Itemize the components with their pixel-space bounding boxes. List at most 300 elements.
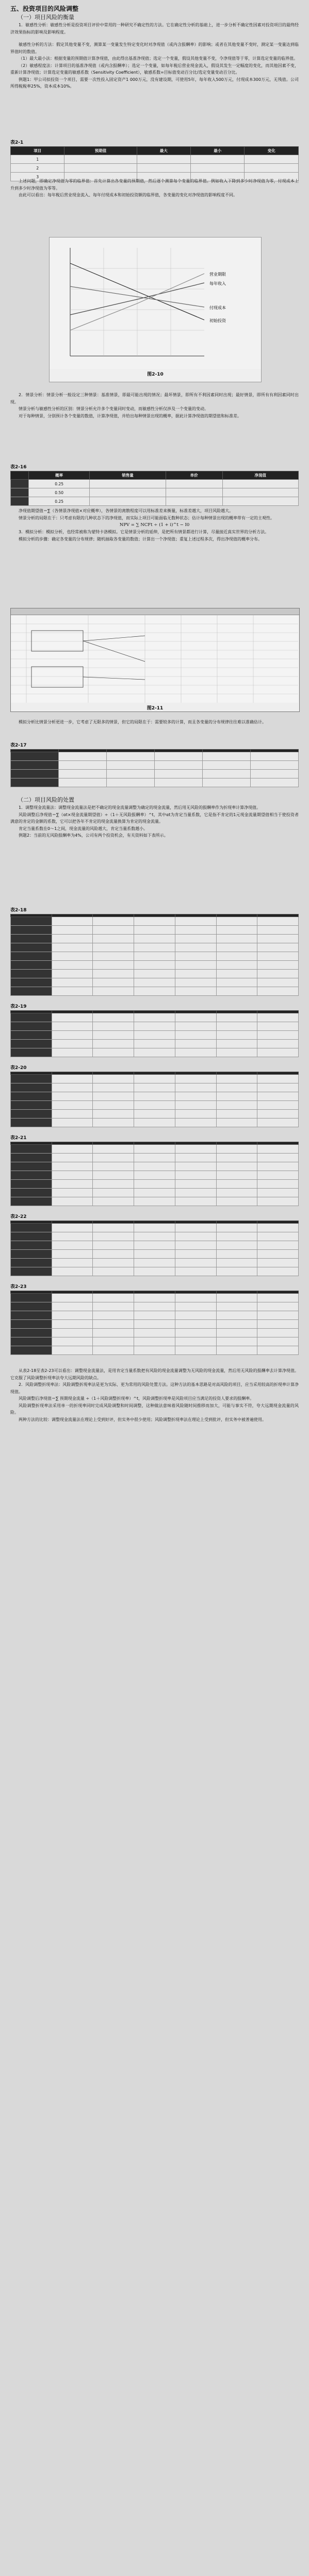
table-label: 表2-1: [10, 140, 24, 145]
table-cell: [175, 987, 216, 996]
table-cell: [191, 155, 245, 164]
table-row: [11, 1040, 299, 1048]
table-cell: [134, 952, 175, 961]
table-cell: [257, 1013, 299, 1022]
table-cell: [11, 1092, 52, 1101]
table-cell: [52, 1267, 93, 1276]
table-cell: [216, 1232, 257, 1241]
grid-table: [10, 907, 299, 996]
table-cell: [52, 1259, 93, 1267]
table-row: [11, 952, 299, 961]
table-row: [11, 970, 299, 978]
table-label: 表2-19: [10, 1004, 27, 1009]
table-label: 表2-21: [10, 1136, 27, 1141]
table-row: [11, 935, 299, 943]
table-row: [11, 1197, 299, 1206]
table-cell: [257, 1171, 299, 1180]
table-cell: [216, 1302, 257, 1311]
table-cell: [216, 1083, 257, 1092]
table-cell: [134, 1346, 175, 1355]
table-cell: [52, 1294, 93, 1302]
table-cell: [257, 1337, 299, 1346]
table-row: [11, 1224, 299, 1232]
table-row: [11, 1154, 299, 1162]
table-cell: [175, 1171, 216, 1180]
table-cell: [175, 1083, 216, 1092]
table-cell: [93, 1337, 134, 1346]
table-1: [10, 139, 299, 181]
table-cell: [134, 1110, 175, 1118]
table-cell: [257, 1145, 299, 1154]
table-cell: [257, 987, 299, 996]
table-cell: [93, 1180, 134, 1189]
table-cell: [134, 926, 175, 935]
table-cell: [134, 1048, 175, 1057]
table-cell: [11, 1346, 52, 1355]
table-header: 销售量: [90, 471, 166, 480]
table-cell: [11, 1337, 52, 1346]
data-table: [10, 471, 299, 506]
table-cell: [175, 1040, 216, 1048]
table-cell: [11, 987, 52, 996]
table-cell: [134, 1154, 175, 1162]
table-cell: [52, 1329, 93, 1337]
sensitivity-chart-svg: [50, 238, 261, 369]
table-cell: [175, 1013, 216, 1022]
table-cell: [191, 164, 245, 173]
table-cell: [216, 926, 257, 935]
table-row: [11, 1162, 299, 1171]
table-cell: [134, 1302, 175, 1311]
table-cell: [93, 935, 134, 943]
table-cell: [134, 1171, 175, 1180]
table-row: [11, 1311, 299, 1320]
table-cell: [52, 1110, 93, 1118]
table-cell: [216, 1013, 257, 1022]
table-cell: [11, 1048, 52, 1057]
paragraph: 净现值期望值＝∑（各情景净现值×对应概率），各情景的离散程度可以用标准差来衡量，标准差越大，项目风险越大。: [19, 509, 234, 513]
table-cell: [175, 1346, 216, 1355]
figure-caption: 图2-10: [147, 372, 164, 377]
table-cell: [216, 1145, 257, 1154]
npv-formula: NPV = ∑ NCFt ÷ (1 + i)^t − I0: [119, 522, 190, 528]
table-cell: [175, 1267, 216, 1276]
table-cell: 0.50: [28, 488, 89, 497]
table-cell: [134, 1013, 175, 1022]
table-cell: [52, 1154, 93, 1162]
table-cell: [93, 917, 134, 926]
table-cell: [11, 935, 52, 943]
table-cell: [175, 1110, 216, 1118]
table-cell: [216, 1092, 257, 1101]
table-cell: [257, 1320, 299, 1329]
table-cell: [93, 1302, 134, 1311]
table-cell: [11, 1259, 52, 1267]
data-table: [10, 914, 299, 996]
table-cell: [64, 155, 137, 164]
table-cell: [175, 1250, 216, 1259]
data-table: [10, 146, 299, 181]
table-cell: [52, 1346, 93, 1355]
table-cell: [257, 1180, 299, 1189]
table-cell: [93, 961, 134, 970]
table-row: [11, 770, 299, 778]
paragraph: 肯定当量系数在0～1之间，现金流量的风险越大，肯定当量系数越小。: [19, 826, 148, 831]
table-cell: [216, 1031, 257, 1040]
table-cell: [216, 1075, 257, 1083]
table-cell: [216, 1337, 257, 1346]
section-header: [10, 4, 299, 36]
table-cell: [134, 917, 175, 926]
table-cell: [216, 1311, 257, 1320]
table-cell: [11, 1294, 52, 1302]
table-cell: [11, 1040, 52, 1048]
table-cell: 1: [11, 155, 64, 164]
table-cell: [245, 164, 299, 173]
paragraph: （1）最大最小法：根据变量的预期值计算净现值，由此得出基准净现值；选定一个变量，假设其他变量不变，令净现值等于零，计算选定变量的临界值。: [19, 56, 298, 61]
table-cell: [134, 1259, 175, 1267]
table-cell: [93, 1171, 134, 1180]
table-cell: [216, 1329, 257, 1337]
table-row: [11, 1180, 299, 1189]
table-cell: [175, 1224, 216, 1232]
table-cell: [257, 1162, 299, 1171]
table-cell: [52, 1013, 93, 1022]
table-cell: [93, 1189, 134, 1197]
chart-background: [50, 238, 261, 369]
table-cell: [134, 1118, 175, 1127]
table-cell: [11, 1013, 52, 1022]
table-cell: [257, 1329, 299, 1337]
table-cell: [216, 1294, 257, 1302]
table-cell: [216, 1259, 257, 1267]
table-row: [11, 164, 299, 173]
table-cell: [216, 1189, 257, 1197]
table-row: [11, 1171, 299, 1180]
paragraph: 风险调整后净现值＝∑（αt×现金流量期望值）÷（1＋无风险报酬率）^t，其中αt为肯定当量系数，它是指不肯定的1元现金流量期望值相当于使投资者满意的肯定的金额的系数，它可以把各年不肯定的现金流量换算为肯定的现金流量。: [10, 812, 299, 824]
table-cell: [52, 1048, 93, 1057]
paragraph: 2．风险调整折现率法：风险调整折现率法是更为实际、更为常用的风险处置方法。这种方法的基本思路是对高风险的项目，应当采用较高的折现率计算净现值。: [10, 1382, 299, 1394]
table-row: [11, 1250, 299, 1259]
table-cell: [257, 943, 299, 952]
paragraph: 例题1：甲公司拟投资一个项目，需要一次性投入固定资产1 000万元，没有建设期，可使用5年，每年收入500万元，付现成本300万元，无残值。公司所得税税率25%，资本成本10%。: [10, 77, 299, 89]
table-cell: [134, 987, 175, 996]
table-cell: [93, 1329, 134, 1337]
table-cell: [52, 1118, 93, 1127]
table-cell: [11, 926, 52, 935]
table-cell: [175, 1294, 216, 1302]
table-cell: [52, 943, 93, 952]
table-cell: [11, 1241, 52, 1250]
table-cell: [257, 1048, 299, 1057]
table-cell: [11, 1180, 52, 1189]
table-cell: [175, 1197, 216, 1206]
table-cell: [93, 1267, 134, 1276]
table-cell: [175, 935, 216, 943]
section-2: [10, 796, 299, 839]
table-cell: [52, 1337, 93, 1346]
paragraph: 1．敏感性分析：敏感性分析是投资项目评价中常用的一种研究不确定性的方法。它在确定性分析的基础上，进一步分析不确定性因素对投资项目的最终经济效果指标的影响及影响程度。: [10, 23, 299, 35]
table-cell: [134, 1337, 175, 1346]
table-cell: [175, 1075, 216, 1083]
table-cell: [52, 1031, 93, 1040]
table-cell: [257, 1197, 299, 1206]
table-cell: [52, 1302, 93, 1311]
table-cell: [52, 1075, 93, 1083]
table-cell: [134, 1092, 175, 1101]
data-table: [10, 1072, 299, 1127]
table-header: 预期值: [64, 147, 137, 155]
table-cell: [216, 943, 257, 952]
table-label: 表2-20: [10, 1065, 27, 1071]
table-cell: [257, 1259, 299, 1267]
table-cell: [52, 1022, 93, 1031]
table-label: 表2-16: [10, 465, 27, 470]
table-row: [11, 1294, 299, 1302]
table-cell: [257, 1346, 299, 1355]
table-cell: [93, 1154, 134, 1162]
table-cell: [11, 1171, 52, 1180]
table-cell: [93, 987, 134, 996]
table-cell: [175, 1092, 216, 1101]
table-cell: [11, 1154, 52, 1162]
table-cell: [257, 1302, 299, 1311]
table-cell: [11, 978, 52, 987]
table-header: 净现值: [222, 471, 298, 480]
table-row: [11, 987, 299, 996]
spreadsheet-toolbar: [11, 608, 299, 615]
table-cell: [93, 978, 134, 987]
table-cell: [175, 1154, 216, 1162]
paragraph: 3．模拟分析：模拟分析，也经常被称为蒙特卡洛模拟。它是情景分析的延伸，是把所有情景都进行计算，尽量接近真实世界的分析方法。: [19, 530, 269, 534]
table-cell: [11, 1311, 52, 1320]
table-row: [11, 497, 299, 506]
table-cell: [11, 1022, 52, 1031]
table-cell: [52, 926, 93, 935]
table-cell: [11, 1224, 52, 1232]
table-cell: [175, 1232, 216, 1241]
table-cell: [134, 1083, 175, 1092]
table-cell: [64, 164, 137, 173]
table-row: [11, 1241, 299, 1250]
table-cell: [166, 497, 222, 506]
table-cell: [257, 1311, 299, 1320]
table-cell: [52, 1241, 93, 1250]
grid-table: [10, 1064, 299, 1127]
data-table: [10, 1291, 299, 1355]
paragraph: 风险调整折现率法采用单一的折现率同时完成风险调整和时间调整，这种做法意味着风险随时间推移而加大，可能与事实不符，夸大远期现金流量的风险。: [10, 1403, 299, 1415]
table-cell: [52, 1083, 93, 1092]
table-cell: 0.25: [28, 480, 89, 488]
table-cell: [52, 978, 93, 987]
table-cell: [93, 1092, 134, 1101]
table-cell: [216, 1048, 257, 1057]
table-cell: [52, 1040, 93, 1048]
table-cell: [11, 961, 52, 970]
table-cell: [52, 952, 93, 961]
text-block: [10, 178, 299, 199]
table-header: 最大: [137, 147, 190, 155]
table-cell: [134, 1162, 175, 1171]
table-cell: [175, 1048, 216, 1057]
table-row: [11, 155, 299, 164]
table-cell: [11, 1101, 52, 1110]
paragraph: 模拟分析比情景分析更进一步，它考虑了无限多的情景，但它的局限在于：需要较多的计算，而且各变量的分布规律往往难以准确估计。: [19, 720, 266, 724]
spreadsheet-grid: [11, 615, 298, 703]
table-cell: [93, 1048, 134, 1057]
table-row: [11, 961, 299, 970]
table-cell: [175, 961, 216, 970]
table-cell: [216, 1154, 257, 1162]
table-cell: [52, 1250, 93, 1259]
table-cell: [216, 970, 257, 978]
table-row: [11, 1083, 299, 1092]
table-cell: [52, 987, 93, 996]
table-cell: [175, 1189, 216, 1197]
table-cell: [257, 1118, 299, 1127]
table-cell: [52, 1145, 93, 1154]
table-cell: [52, 935, 93, 943]
table-cell: [93, 970, 134, 978]
table-cell: [257, 1083, 299, 1092]
table-header: [11, 471, 29, 480]
table-cell: [216, 1162, 257, 1171]
table-cell: [52, 1189, 93, 1197]
table-header: 变化: [245, 147, 299, 155]
table-row: [11, 752, 299, 761]
table-cell: [11, 1250, 52, 1259]
table-cell: [257, 1031, 299, 1040]
table-cell: [93, 1197, 134, 1206]
table-cell: [175, 1145, 216, 1154]
table-cell: [175, 1162, 216, 1171]
table-cell: [11, 1031, 52, 1040]
table-cell: [52, 1162, 93, 1171]
table-cell: [52, 970, 93, 978]
table-cell: [222, 480, 298, 488]
table-row: [11, 1075, 299, 1083]
table-cell: [175, 1311, 216, 1320]
table-cell: [93, 1241, 134, 1250]
table-cell: 3: [11, 173, 64, 181]
paragraph: 上述问题，即确定净现值为零的临界值：首先计算出各变量的预期值，然后逐个测算每个变量的临界值。例如收入下降到多少时净现值为零，付现成本上升到多少时净现值为零等。: [10, 179, 299, 191]
table-cell: [216, 1118, 257, 1127]
paragraph: 风险调整后净现值＝∑ 预期现金流量 ÷（1＋风险调整折现率）^t，风险调整折现率是风险项目应当满足的投资人要求的报酬率。: [19, 1396, 254, 1401]
table-cell: [52, 1197, 93, 1206]
table-row: [11, 978, 299, 987]
data-table: [10, 1010, 299, 1057]
table-cell: [11, 488, 29, 497]
table-cell: [134, 1189, 175, 1197]
table-cell: [93, 1031, 134, 1040]
table-cell: [216, 1320, 257, 1329]
table-cell: [134, 970, 175, 978]
table-cell: [257, 935, 299, 943]
grid-table: [10, 1003, 299, 1057]
table-cell: [216, 1110, 257, 1118]
table-cell: [175, 1302, 216, 1311]
table-cell: [257, 952, 299, 961]
figure-caption: 图2-11: [147, 706, 164, 711]
table-row: [11, 488, 299, 497]
table-cell: [257, 926, 299, 935]
paragraph: 2．情景分析：情景分析一般设定三种情景：基准情景，即最可能出现的情况；最坏情景，即所有不利因素同时出现；最好情景，即所有有利因素同时出现。: [10, 393, 299, 404]
table-cell: [257, 1189, 299, 1197]
paragraph: 1．调整现金流量法：调整现金流量法是把不确定的现金流量调整为确定的现金流量，然后用无风险的报酬率作为折现率计算净现值。: [19, 805, 261, 810]
paragraph: 模拟分析的步骤：确定各变量的分布规律；随机抽取各变量的数值；计算出一个净现值；重复上述过程多次，得出净现值的概率分布。: [19, 536, 262, 541]
table-row: [11, 1320, 299, 1329]
table-cell: [11, 1110, 52, 1118]
table-cell: [175, 1320, 216, 1329]
table-cell: [175, 1022, 216, 1031]
table-cell: [175, 978, 216, 987]
table-cell: [175, 943, 216, 952]
paragraph: 敏感性分析的方法：假定其他变量不变，测算某一变量发生特定变化时对净现值（或内含报酬率）的影响；或者在其他变量不变时，测定某一变量达到临界值时的数值。: [10, 42, 299, 54]
table-row: [11, 761, 299, 770]
table-cell: [257, 1075, 299, 1083]
table-cell: [52, 1092, 93, 1101]
table-row: [11, 1022, 299, 1031]
table-cell: [257, 970, 299, 978]
table-row: [11, 1092, 299, 1101]
intro-block: [10, 41, 299, 90]
paragraph: 两种方法的比较：调整现金流量法在理论上受到好评，但实务中很少使用；风险调整折现率法在理论上受到批评，但实务中被普遍使用。: [19, 1417, 266, 1422]
series-label: 营业期限: [209, 272, 226, 277]
table-row: [11, 778, 299, 787]
table-cell: [216, 1171, 257, 1180]
sensitivity-chart: [49, 237, 262, 382]
table-cell: [11, 1232, 52, 1241]
table-cell: [52, 1224, 93, 1232]
table-cell: [216, 1250, 257, 1259]
table-cell: [11, 970, 52, 978]
table-cell: [216, 961, 257, 970]
table-cell: [93, 1311, 134, 1320]
table-cell: [216, 1022, 257, 1031]
table-cell: [11, 943, 52, 952]
table-cell: [11, 917, 52, 926]
table-cell: [93, 1162, 134, 1171]
table-cell: [134, 1320, 175, 1329]
table-row: [11, 1189, 299, 1197]
table-2: [10, 464, 299, 506]
table-header: 项目: [11, 147, 64, 155]
table-cell: [216, 987, 257, 996]
table-row: [11, 1110, 299, 1118]
table-cell: [134, 1101, 175, 1110]
table-cell: [216, 917, 257, 926]
table-cell: [257, 978, 299, 987]
table-cell: [134, 1224, 175, 1232]
table-cell: [93, 1013, 134, 1022]
table-cell: [93, 1346, 134, 1355]
table-cell: [93, 1259, 134, 1267]
table-label: 表2-23: [10, 1284, 27, 1290]
table-cell: [93, 943, 134, 952]
table-cell: [134, 1232, 175, 1241]
table-cell: [257, 1241, 299, 1250]
table-cell: [166, 488, 222, 497]
table-cell: [216, 1241, 257, 1250]
table-cell: [11, 1267, 52, 1276]
table-row: [11, 1232, 299, 1241]
table-row: [11, 480, 299, 488]
table-cell: [134, 1031, 175, 1040]
data-table: [10, 749, 299, 787]
table-header: 单价: [166, 471, 222, 480]
table-header: 概率: [28, 471, 89, 480]
table-cell: [175, 1031, 216, 1040]
